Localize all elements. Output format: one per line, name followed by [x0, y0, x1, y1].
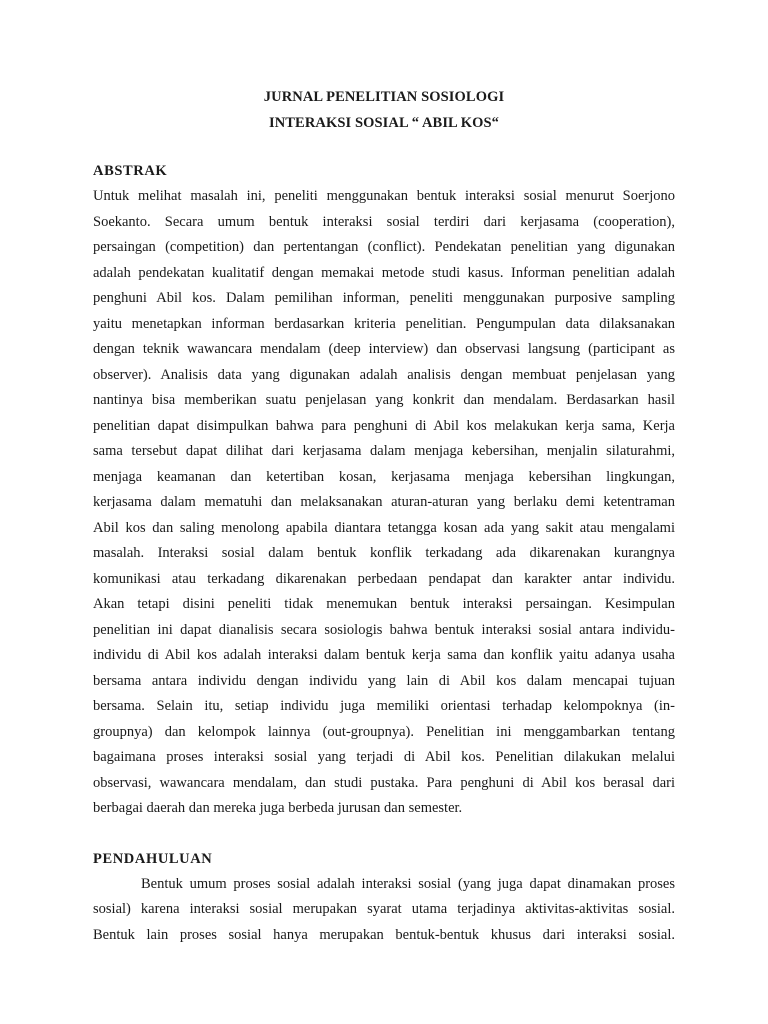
text-line: bagaimana proses interaksi sosial yang terjadi di Abil kos. Penelitian dilakukan melalui [93, 749, 675, 765]
document-subtitle: INTERAKSI SOSIAL “ ABIL KOS“ [268, 115, 500, 131]
text-line: Akan tetapi disini peneliti tidak menemukan bentuk interaksi persaingan. Kesimpulan [93, 596, 675, 612]
text-line: kerjasama dalam mematuhi dan melaksanakan aturan-aturan yang berlaku demi ketentraman [93, 494, 675, 510]
text-line: bersama antara individu dengan individu yang lain di Abil kos dalam mencapai tujuan [93, 672, 675, 689]
text-line: persaingan (competition) dan pertentangan (conflict). Pendekatan penelitian yang digunakan [93, 239, 675, 255]
text-line: sosial) karena interaksi sosial merupakan syarat utama terjadinya aktivitas-aktivitas sosial. [93, 901, 675, 917]
text-line: yaitu menetapkan informan berdasarkan kriteria penelitian. Pengumpulan data dilaksanakan [93, 315, 675, 332]
text-line: nantinya bisa memberikan suatu penjelasan yang konkrit dan mendalam. Berdasarkan hasil [93, 392, 675, 408]
text-line: berbagai daerah dan mereka juga berbeda jurusan dan semester. [93, 800, 463, 816]
text-line: Untuk melihat masalah ini, peneliti menggunakan bentuk interaksi sosial menurut Soerjono [93, 188, 675, 204]
text-line: Bentuk umum proses sosial adalah interaksi sosial (yang juga dapat dinamakan proses [141, 875, 675, 892]
text-line: penelitian dapat disimpulkan bahwa para penghuni di Abil kos melakukan kerja sama, Kerja [93, 417, 675, 434]
text-line: bersama. Selain itu, setiap individu juga memiliki orientasi terhadap kelompoknya (in- [93, 698, 675, 714]
text-line: Bentuk lain proses sosial hanya merupakan bentuk-bentuk khusus dari interaksi sosial. [93, 926, 675, 943]
introduction-paragraph [93, 872, 675, 949]
text-line: adalah pendekatan kualitatif dengan memakai metode studi kasus. Informan penelitian adalah [93, 264, 675, 281]
introduction-heading: PENDAHULUAN [93, 850, 213, 867]
text-line: groupnya) dan kelompok lainnya (out-groupnya). Penelitian ini menggambarkan tentang [93, 723, 675, 740]
text-line: Abil kos dan saling menolong apabila diantara tetangga kosan ada yang sakit atau mengalami [93, 519, 675, 536]
text-line: individu di Abil kos adalah interaksi dalam bentuk kerja sama dan konflik yaitu adanya usaha [93, 647, 675, 663]
text-line: masalah. Interaksi sosial dalam bentuk konflik terkadang ada dikarenakan kurangnya [93, 545, 675, 561]
text-line: komunikasi atau terkadang dikarenakan perbedaan pendapat dan karakter antar individu. [93, 570, 675, 587]
text-line: penelitian ini dapat dianalisis secara sosiologis bahwa bentuk interaksi sosial antara individu- [93, 621, 675, 638]
document-page [93, 84, 675, 948]
text-line: penghuni Abil kos. Dalam pemilihan informan, peneliti menggunakan purposive sampling [93, 290, 675, 306]
abstract-heading: ABSTRAK [93, 163, 168, 179]
text-line: menjaga keamanan dan ketertiban kosan, kerjasama menjaga kebersihan lingkungan, [93, 468, 675, 485]
document-title: JURNAL PENELITIAN SOSIOLOGI [263, 89, 505, 105]
text-line: Soekanto. Secara umum bentuk interaksi sosial terdiri dari kerjasama (cooperation), [93, 213, 675, 230]
text-line: dengan teknik wawancara mendalam (deep interview) dan observasi langsung (participant as [93, 341, 675, 357]
text-line: observasi, wawancara mendalam, dan studi pustaka. Para penghuni di Abil kos berasal dari [93, 774, 675, 791]
text-line: sama tersebut dapat dilihat dari kerjasama dalam menjaga kebersihan, menjalin silaturahmi, [93, 443, 675, 459]
text-line: observer). Analisis data yang digunakan adalah analisis dengan membuat penjelasan yang [93, 366, 675, 383]
abstract-paragraph [93, 184, 675, 822]
